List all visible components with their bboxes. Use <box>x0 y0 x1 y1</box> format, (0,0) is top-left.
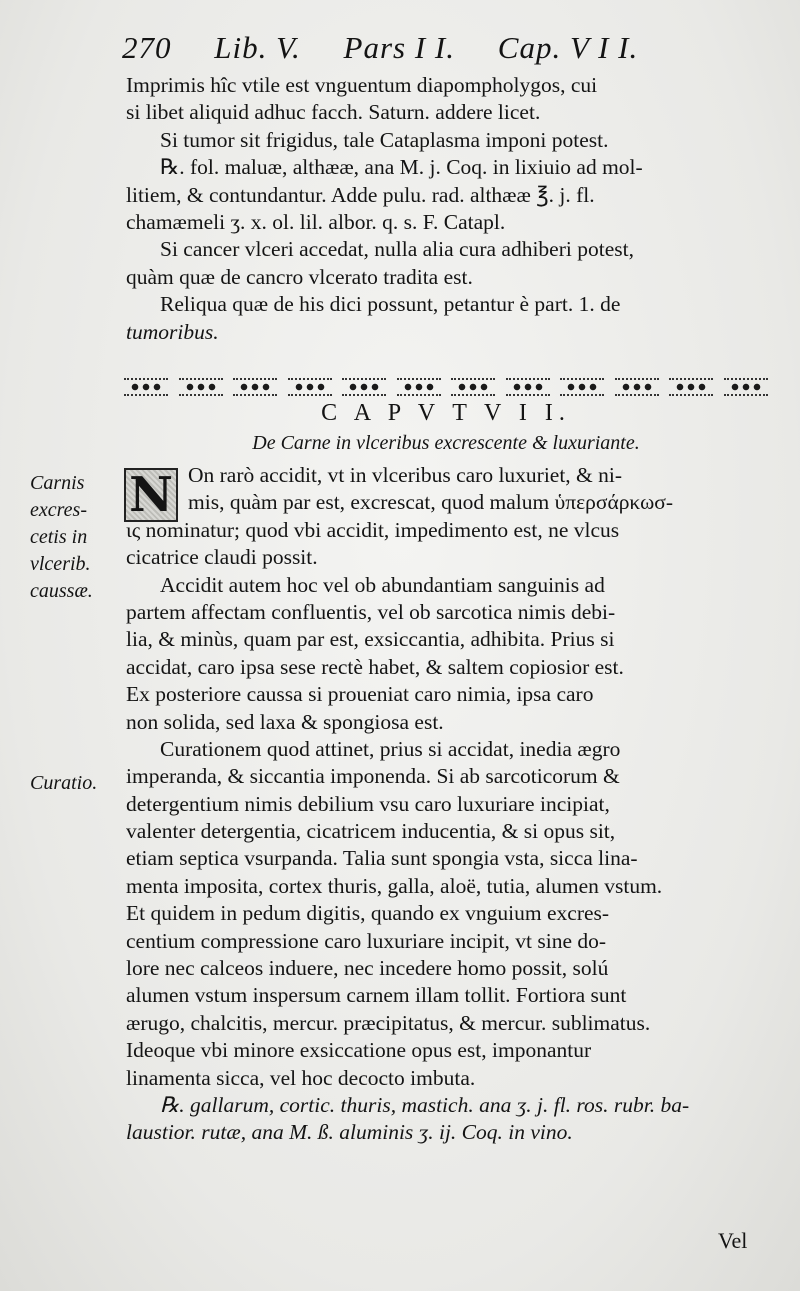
text-line: Reliqua quæ de his dici possunt, petantur è part. 1. de <box>160 292 621 317</box>
text-line: si libet aliquid adhuc facch. Saturn. addere licet. <box>126 100 541 125</box>
text-line: ℞. gallarum, cortic. thuris, mastich. ana ʒ. j. fl. ros. rubr. ba- <box>160 1092 690 1117</box>
text-line: imperanda, & siccantia imponenda. Si ab sarcoticorum & <box>126 764 620 789</box>
text-line: non solida, sed laxa & spongiosa est. <box>126 709 444 734</box>
text-line: Ideoque vbi minore exsiccatione opus est, imponantur <box>126 1038 592 1063</box>
text-line: accidat, caro ipsa sese rectè habet, & saltem copiosior est. <box>126 654 624 679</box>
ornamental-rule <box>124 376 768 398</box>
header-chapter: Cap. V I I. <box>497 30 639 65</box>
text-line: Accidit autem hoc vel ob abundantiam sanguinis ad <box>160 572 605 597</box>
text-line: lia, & minùs, quam par est, exsiccantia, adhibita. Prius si <box>126 627 615 652</box>
text-line: lore nec calceos induere, nec incedere homo possit, solú <box>126 956 609 981</box>
margin-line: excres- <box>30 499 87 521</box>
text-line: menta imposita, cortex thuris, galla, aloë, tutia, alumen vstum. <box>126 873 663 898</box>
text-line: Si cancer vlceri accedat, nulla alia cura adhiberi potest, <box>160 237 634 262</box>
text-line: Si tumor sit frigidus, tale Cataplasma imponi potest. <box>160 127 609 152</box>
text-line: On rarò accidit, vt in vlceribus caro luxuriet, & ni- <box>188 463 623 487</box>
text-line: Imprimis hîc vtile est vnguentum diapompholygos, cui <box>126 73 598 97</box>
text-line: alumen vstum inspersum carnem illam tollit. Fortiora sunt <box>126 983 627 1008</box>
marginal-note-causes <box>30 470 122 605</box>
page-number: 270 <box>122 30 172 65</box>
text-line: tumoribus. <box>126 319 219 344</box>
margin-line: vlcerib. <box>30 553 91 575</box>
text-line: centium compressione caro luxuriare incipit, vt sine do- <box>126 928 607 953</box>
marginal-note-curatio: Curatio. <box>30 772 98 794</box>
chapter-body <box>126 462 766 1147</box>
running-header <box>122 30 762 66</box>
text-line: mis, quàm par est, excrescat, quod malum ὑπερσάρκωσ- <box>188 490 673 515</box>
text-line: valenter detergentia, cicatricem inducentia, & si opus sit, <box>126 819 616 844</box>
text-line: cicatrice claudi possit. <box>126 545 318 570</box>
text-line: Ex posteriore caussa si proueniat caro nimia, ipsa caro <box>126 682 594 707</box>
text-line: etiam septica vsurpanda. Talia sunt spongia vsta, sicca lina- <box>126 846 638 871</box>
catchword: Vel <box>718 1228 748 1253</box>
margin-line: cetis in <box>30 526 88 548</box>
preceding-text <box>126 72 766 346</box>
text-line: litiem, & contundantur. Adde pulu. rad. althææ ℥. j. fl. <box>126 182 595 207</box>
text-line: detergentium nimis debilium vsu caro luxuriare incipiat, <box>126 791 610 816</box>
text-line: linamenta sicca, vel hoc decocto imbuta. <box>126 1065 476 1090</box>
text-line: ærugo, chalcitis, mercur. præcipitatus, & mercur. sublimatus. <box>126 1010 651 1035</box>
text-line: quàm quæ de cancro vlcerato tradita est. <box>126 264 473 289</box>
chapter-title: C A P V T V I I. <box>321 400 571 426</box>
chapter-subtitle: De Carne in vlceribus excrescente & luxuriante. <box>252 432 640 454</box>
text-line: ℞. fol. maluæ, althææ, ana M. j. Coq. in lixiuio ad mol- <box>160 155 643 180</box>
text-line: Et quidem in pedum digitis, quando ex vnguium excres- <box>126 901 610 926</box>
header-part: Pars I I. <box>343 30 456 65</box>
text-line: chamæmeli ʒ. x. ol. lil. albor. q. s. F. Catapl. <box>126 209 506 234</box>
text-line: Curationem quod attinet, prius si accidat, inedia ægro <box>160 736 621 761</box>
drop-cap: N <box>124 468 178 522</box>
text-line: ις nominatur; quod vbi accidit, impedimento est, ne vlcus <box>126 517 620 542</box>
margin-line: Carnis <box>30 472 85 494</box>
margin-line: caussæ. <box>30 580 93 602</box>
text-line: laustior. rutæ, ana M. ß. aluminis ʒ. ij. Coq. in vino. <box>126 1120 573 1145</box>
text-line: partem affectam confluentis, vel ob sarcotica nimis debi- <box>126 599 616 624</box>
header-book: Lib. V. <box>214 30 301 65</box>
